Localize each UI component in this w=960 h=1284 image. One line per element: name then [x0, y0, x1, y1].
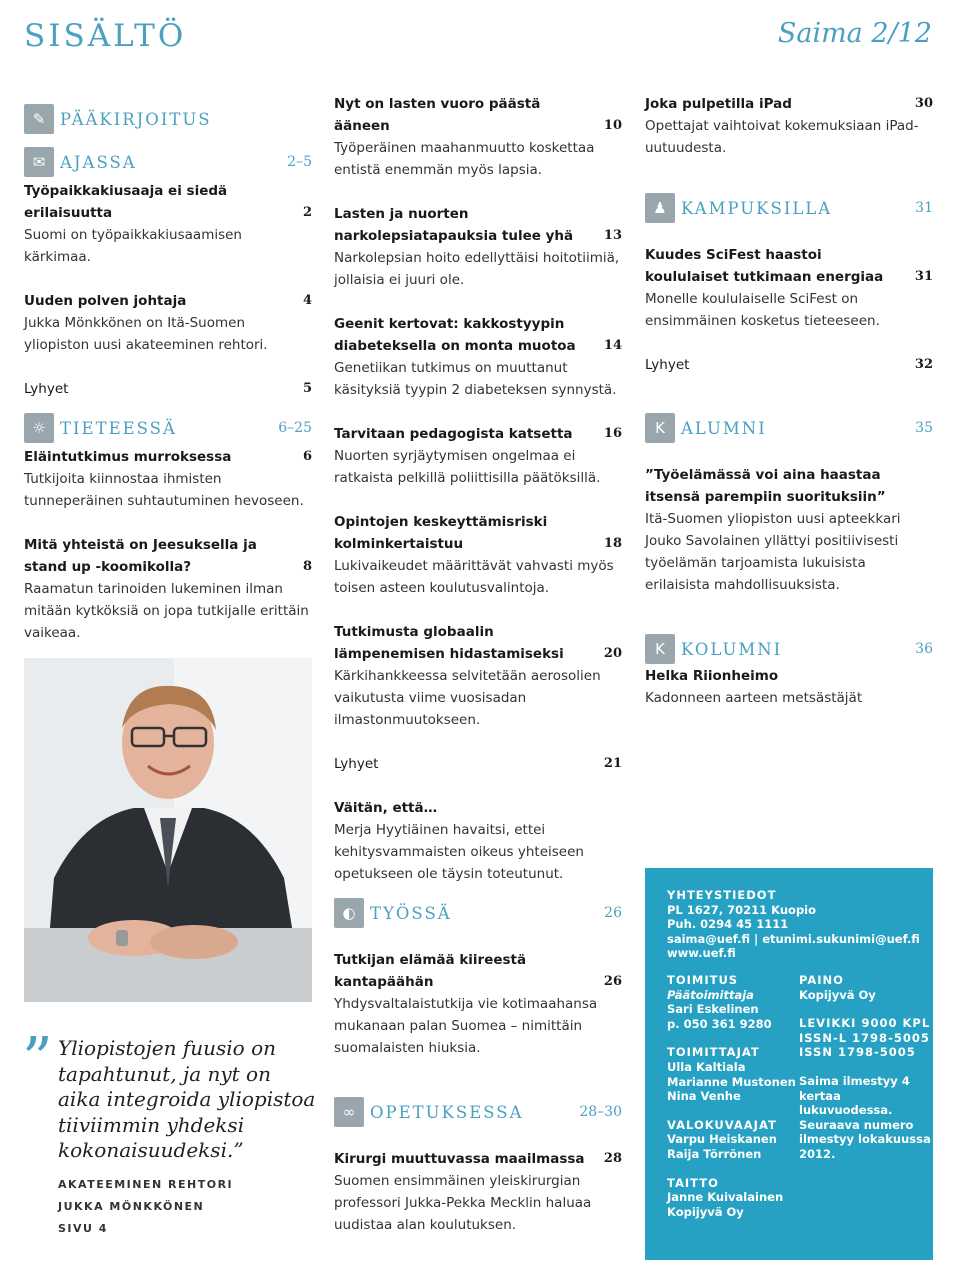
- section-ajassa: [24, 146, 312, 422]
- portrait-photo: [24, 658, 312, 1002]
- toc-item[interactable]: Geenit kertovat: kakkostyypin diabeteksella on monta muotoa 14 Genetiikan tutkimus on muuttanut käsityksiä tyypin 2 diabeteksen synnystä.: [334, 316, 622, 398]
- contact-heading: YHTEYSTIEDOT: [667, 888, 777, 902]
- toc-item[interactable]: Joka pulpetilla iPad 30 Opettajat vaihtoivat kokemuksiaan iPad-uutuudesta.: [645, 96, 933, 156]
- section-alumni: [645, 412, 933, 618]
- section-label: TYÖSSÄ: [370, 903, 452, 923]
- toc-item[interactable]: Tarvitaan pedagogista katsetta 16 Nuorten syrjäytymisen ongelmaa ei ratkaista pelkillä poliittisilla päätöksillä.: [334, 426, 622, 486]
- section-page: 28–30: [579, 1104, 622, 1120]
- section-col2-articles: [334, 93, 622, 907]
- toc-item[interactable]: Nyt on lasten vuoro päästä ääneen 10 Työperäinen maahanmuutto koskettaa entistä enemmän myös lapsia.: [334, 96, 622, 178]
- contact-web[interactable]: www.uef.fi: [667, 946, 736, 961]
- section-label: PÄÄKIRJOITUS: [60, 109, 212, 129]
- quote-mark-icon: ”: [22, 1025, 53, 1095]
- section-label: OPETUKSESSA: [370, 1102, 524, 1122]
- section-kampuksilla: [645, 192, 933, 398]
- toc-item[interactable]: Tutkimusta globaalin lämpenemisen hidastamiseksi 20 Kärkihankkeessa selvitetään aerosolien vaikutusta viime vuosisadan ilmastonmuutokseen.: [334, 624, 622, 728]
- toc-item[interactable]: Opintojen keskeyttämisriski kolminkertaistuu 18 Lukivaikeudet määrittävät vahvasti myös toisen asteen koulutusvalintoja.: [334, 514, 622, 596]
- toc-item[interactable]: Kuudes SciFest haastoi koululaiset tutkimaan energiaa 31 Monelle koululaiselle SciFest on ensimmäinen kosketus tieteeseen.: [645, 247, 933, 329]
- contact-phone[interactable]: Puh. 0294 45 1111: [667, 917, 789, 932]
- section-opetuksessa: [334, 1096, 622, 1258]
- lightbulb-icon: ☼: [24, 413, 54, 443]
- contact-col-left: TOIMITUS Päätoimittaja Sari Eskelinen p. 050 361 9280 TOIMITTAJAT Ulla Kaltiala Marianne Mustonen Nina Venhe VALOKUVAAJAT Varpu Heiskanen Raija Törrönen TAITTO Janne Kuivalainen Kopijyvä Oy: [667, 972, 796, 1219]
- section-kolumni: [645, 633, 933, 731]
- toc-item[interactable]: Väitän, että… Merja Hyytiäinen havaitsi, ettei kehitysvammaisten oikeus yhteiseen opetukseen ole täysin toteutunut.: [334, 800, 584, 882]
- toc-item[interactable]: Työpaikkakiusaaja ei siedä erilaisuutta 2 Suomi on työpaikkakiusaamisen kärkimaa.: [24, 183, 312, 265]
- mouse-icon: ◐: [334, 898, 364, 928]
- section-label: AJASSA: [60, 152, 137, 172]
- glasses-icon: ∞: [334, 1097, 364, 1127]
- section-tieteessa: [24, 412, 312, 666]
- contact-address: PL 1627, 70211 Kuopio: [667, 902, 817, 917]
- toc-item[interactable]: Kirurgi muuttuvassa maailmassa 28 Suomen ensimmäinen yleiskirurgian professori Jukka-Pekka Mecklin haluaa uudistaa alan koulutuksen.: [334, 1151, 622, 1233]
- speech-bubble-icon: ✉: [24, 147, 54, 177]
- quote-page: SIVU 4: [58, 1222, 108, 1235]
- quote-role: AKATEEMINEN REHTORI: [58, 1178, 234, 1191]
- contact-col-right: PAINO Kopijyvä Oy LEVIKKI 9000 KPL ISSN-L 1798-5005 ISSN 1798-5005 Saima ilmestyy 4 kertaa lukuvuodessa. Seuraava numero ilmestyy lokakuussa 2012.: [799, 972, 931, 1161]
- toc-item[interactable]: Lyhyet 5: [24, 381, 312, 397]
- portrait-illustration: [24, 658, 312, 1002]
- pull-quote: Yliopistojen fuusio on tapahtunut, ja nyt on aika integroida yliopistoa tiiviimmin yhdeksi kokonaisuudeksi.”: [58, 1036, 316, 1162]
- toc-item[interactable]: Mitä yhteistä on Jeesuksella ja stand up -koomikolla? 8 Raamatun tarinoiden lukeminen ilman mitään kytköksiä on jopa tutkijalle erittäin vaikeaa.: [24, 537, 312, 641]
- issue-label: Saima 2/12: [777, 18, 932, 49]
- section-label: KOLUMNI: [681, 639, 783, 659]
- toc-item[interactable]: Helka Riionheimo Kadonneen aarteen metsästäjät: [645, 668, 863, 706]
- section-paakirjoitus: [24, 103, 312, 135]
- toc-item[interactable]: Tutkijan elämää kiireestä kantapäähän 26 Yhdysvaltalaistutkija vie kotimaahansa mukanaan palan Suomea – nimittäin suomalaisten hiuksia.: [334, 952, 622, 1056]
- section-col3-top: [645, 93, 933, 181]
- section-tyossa: [334, 897, 622, 1081]
- quote-name: JUKKA MÖNKKÖNEN: [58, 1200, 205, 1213]
- toc-item[interactable]: Eläintutkimus murroksessa 6 Tutkijoita kiinnostaa ihmisten tunneperäinen suhtautuminen hevoseen.: [24, 449, 312, 509]
- toc-item[interactable]: Lyhyet 21: [334, 756, 622, 772]
- toc-item[interactable]: ”Työelämässä voi aina haastaa itsensä parempiin suorituksiin” Itä-Suomen yliopiston uusi apteekkari Jouko Savolainen yllättyi positiivisesti työelämän tarjoamista lukuisista erilaisista mahdollisuuksista.: [645, 467, 901, 593]
- page-title: SISÄLTÖ: [24, 18, 187, 54]
- section-page: 6–25: [278, 420, 312, 436]
- contact-box: [645, 868, 933, 1260]
- section-page: 2–5: [287, 154, 312, 170]
- sneaker-icon: ♟: [645, 193, 675, 223]
- toc-item[interactable]: Uuden polven johtaja 4 Jukka Mönkkönen on Itä-Suomen yliopiston uusi akateeminen rehtori.: [24, 293, 312, 353]
- section-page: 36: [915, 641, 933, 657]
- toc-item[interactable]: Lyhyet 32: [645, 357, 933, 373]
- section-label: TIETEESSÄ: [60, 418, 177, 438]
- toc-item[interactable]: Lasten ja nuorten narkolepsiatapauksia tulee yhä 13 Narkolepsian hoito edellyttäisi hoitotiimiä, jollaisia ei juuri ole.: [334, 206, 622, 288]
- pencil-icon: ✎: [24, 104, 54, 134]
- section-page: 35: [915, 420, 933, 436]
- section-page: 26: [604, 905, 622, 921]
- section-page: 31: [915, 200, 933, 216]
- k-logo-icon: K: [645, 413, 675, 443]
- k-logo-icon: K: [645, 634, 675, 664]
- contact-email[interactable]: saima@uef.fi | etunimi.sukunimi@uef.fi: [667, 931, 920, 946]
- section-label: KAMPUKSILLA: [681, 198, 833, 218]
- section-label: ALUMNI: [681, 418, 767, 438]
